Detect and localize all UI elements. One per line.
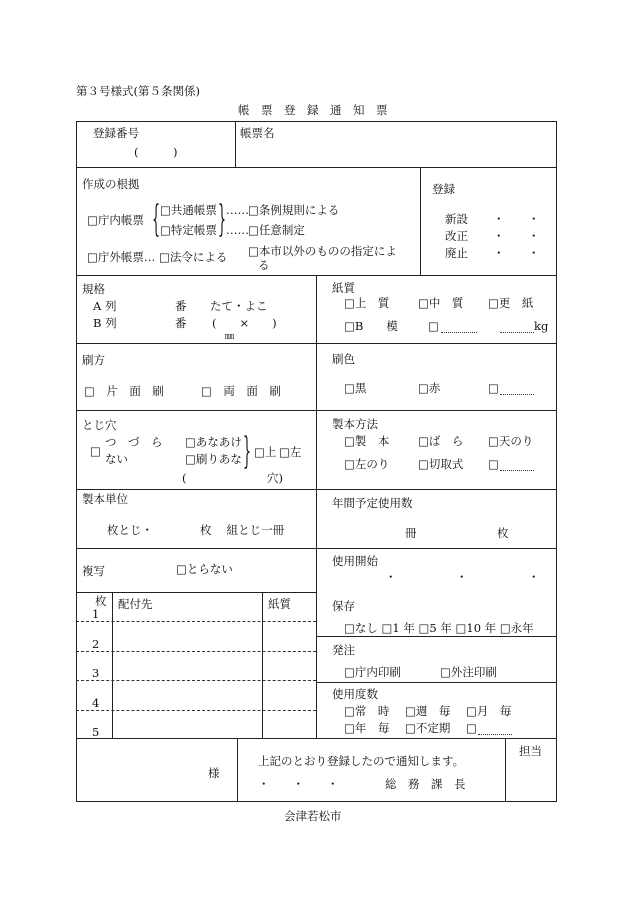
date-dot: ・ [528, 229, 540, 243]
print-color-label: 刷色 [332, 352, 355, 366]
freq-weekly-checkbox[interactable]: □週 毎 [405, 704, 451, 718]
paper-other-checkbox[interactable]: □ [428, 319, 439, 333]
freq-other-checkbox[interactable]: □ [466, 721, 477, 735]
order-label: 発注 [332, 643, 355, 657]
nai-text: ない [105, 452, 128, 466]
spec-label: 規格 [82, 282, 105, 296]
spec-ban: 番 [175, 316, 187, 330]
print-double-checkbox[interactable]: □ 両 面 刷 [201, 384, 281, 398]
binding-method-label: 製本方法 [332, 417, 378, 431]
in-charge-label: 担当 [519, 744, 542, 758]
paper-top-checkbox[interactable]: □上 質 [344, 296, 390, 310]
fill-line[interactable] [441, 332, 477, 333]
spec-ban: 番 [175, 299, 187, 313]
paper-label: 紙質 [332, 281, 355, 295]
tsuzura-text: つ づ ら [105, 435, 163, 449]
date-dot: ・ [493, 229, 505, 243]
freq-monthly-checkbox[interactable]: □月 毎 [466, 704, 512, 718]
reg-no-label: 登録番号 [93, 126, 139, 140]
copy-none-checkbox[interactable]: □とらない [176, 562, 233, 576]
rule [316, 275, 317, 738]
fill-line[interactable] [500, 470, 534, 471]
rule [505, 738, 506, 802]
rule [112, 592, 113, 738]
rule [316, 682, 557, 683]
binding-unit-label: 製本単位 [82, 492, 128, 506]
basis-voluntary-checkbox[interactable]: □任意制定 [248, 223, 305, 237]
spec-b-series: B 列 [93, 316, 117, 330]
retention-label: 保存 [332, 599, 355, 613]
cut-checkbox[interactable]: □切取式 [418, 457, 464, 471]
basis-other-checkbox[interactable]: □本市以外のものの指定によ [248, 244, 397, 258]
basis-label: 作成の根拠 [82, 177, 140, 191]
loose-checkbox[interactable]: □ば ら [418, 434, 464, 448]
rule [237, 738, 238, 802]
order-internal-checkbox[interactable]: □庁内印刷 [344, 665, 401, 679]
hole-top-checkbox[interactable]: □上 [254, 445, 277, 459]
form-name-label: 帳票名 [240, 126, 275, 140]
dots: …… [226, 223, 249, 237]
left-glue-checkbox[interactable]: □左のり [344, 457, 390, 471]
punched-checkbox[interactable]: □あなあけ [185, 435, 242, 449]
color-black-checkbox[interactable]: □黒 [344, 381, 367, 395]
print-single-checkbox[interactable]: □ 片 面 刷 [84, 384, 164, 398]
retention-options[interactable]: □なし □1 年 □5 年 □10 年 □永年 [344, 621, 534, 635]
date-dot: ・ [385, 570, 397, 584]
date-dot: ・ [528, 246, 540, 260]
dashed-rule [76, 680, 316, 681]
notice-date: ・ ・ ・ [258, 777, 339, 791]
freq-always-checkbox[interactable]: □常 時 [344, 704, 390, 718]
city-name: 会津若松市 [284, 809, 342, 823]
rule [420, 167, 421, 275]
hole-left-checkbox[interactable]: □左 [279, 445, 302, 459]
reg-abolish: 廃止 [445, 246, 468, 260]
rule [316, 636, 557, 637]
basis-ordinance-checkbox[interactable]: □条例規則による [248, 203, 340, 217]
dashed-rule [76, 710, 316, 711]
tsuzura-checkbox[interactable]: □ [90, 444, 101, 458]
bound-checkbox[interactable]: □製 本 [344, 434, 390, 448]
top-glue-checkbox[interactable]: □天のり [488, 434, 534, 448]
annual-books: 冊 [405, 526, 417, 540]
paper-recycled-checkbox[interactable]: □更 紙 [488, 296, 534, 310]
fill-line[interactable] [478, 734, 512, 735]
color-other-checkbox[interactable]: □ [488, 381, 499, 395]
spec-a-series: A 列 [93, 299, 117, 313]
binding-unit-text2: 枚 組とじ一冊 [200, 523, 285, 537]
annual-usage-label: 年間予定使用数 [332, 496, 413, 510]
rule [262, 592, 263, 738]
dist-col-paper: 紙質 [268, 597, 291, 611]
registration-label: 登録 [432, 182, 455, 196]
basis-other-line2: る [258, 258, 270, 272]
basis-specific-checkbox[interactable]: □特定帳票 [160, 223, 217, 237]
date-dot: ・ [493, 246, 505, 260]
frequency-label: 使用度数 [332, 687, 378, 701]
rule [76, 738, 557, 739]
color-red-checkbox[interactable]: □赤 [418, 381, 441, 395]
dist-row-number: 4 [92, 696, 100, 710]
copy-label: 複写 [82, 564, 105, 578]
reg-new: 新設 [445, 212, 468, 226]
brace-right: } [243, 431, 252, 472]
paper-kg: kg [534, 319, 549, 333]
rule [76, 167, 557, 168]
dashed-rule [76, 621, 316, 622]
form-number: 第３号様式(第５条関係) [76, 84, 200, 98]
dist-col-dest: 配付先 [118, 597, 153, 611]
notice-text: 上記のとおり登録したので通知します。 [258, 754, 465, 768]
spec-tateyoko: たて・よこ [210, 299, 268, 313]
dist-row-number: 5 [92, 725, 100, 739]
dist-col-sheets: 枚 [95, 594, 107, 608]
hole-count-field[interactable]: ( 穴) [182, 471, 283, 485]
basis-internal-checkbox[interactable]: □庁内帳票 [87, 213, 144, 227]
dots: …… [226, 203, 249, 217]
brace-right: } [218, 199, 227, 240]
freq-irregular-checkbox[interactable]: □不定期 [405, 721, 451, 735]
form-title: 帳 票 登 録 通 知 票 [238, 103, 388, 117]
binding-holes-label: とじ穴 [82, 418, 117, 432]
fill-line[interactable] [500, 332, 534, 333]
fill-line[interactable] [500, 394, 534, 395]
date-dot: ・ [493, 212, 505, 226]
reg-revise: 改正 [445, 229, 468, 243]
annual-sheets: 枚 [497, 526, 509, 540]
binding-unit-text1: 枚とじ・ [107, 523, 153, 537]
date-dot: ・ [456, 570, 468, 584]
reg-no-field[interactable]: ( ) [134, 145, 178, 159]
print-hole-checkbox[interactable]: □刷りあな [185, 452, 242, 466]
order-external-checkbox[interactable]: □外注印刷 [440, 665, 497, 679]
spec-dimension[interactable]: ( × ) [212, 316, 277, 330]
spec-mm: ㎜ [225, 332, 235, 342]
basis-law-checkbox[interactable]: □法令による [159, 250, 228, 264]
print-side-label: 刷方 [82, 353, 105, 367]
binding-other-checkbox[interactable]: □ [488, 457, 499, 471]
brace-left: { [152, 199, 161, 240]
freq-yearly-checkbox[interactable]: □年 毎 [344, 721, 390, 735]
rule [235, 121, 236, 167]
basis-common-checkbox[interactable]: □共通帳票 [160, 203, 217, 217]
date-dot: ・ [528, 212, 540, 226]
dist-row-number: 3 [92, 666, 100, 680]
sama-text: 様 [208, 766, 220, 780]
paper-b-checkbox[interactable]: □B 模 [344, 319, 398, 333]
date-dot: ・ [528, 570, 540, 584]
director-title: 総 務 課 長 [385, 777, 466, 791]
dist-row-number: 2 [92, 637, 100, 651]
basis-external-checkbox[interactable]: □庁外帳票… [87, 250, 156, 264]
dist-row-number: 1 [92, 607, 100, 621]
start-use-label: 使用開始 [332, 554, 378, 568]
dashed-rule [76, 651, 316, 652]
paper-mid-checkbox[interactable]: □中 質 [418, 296, 464, 310]
